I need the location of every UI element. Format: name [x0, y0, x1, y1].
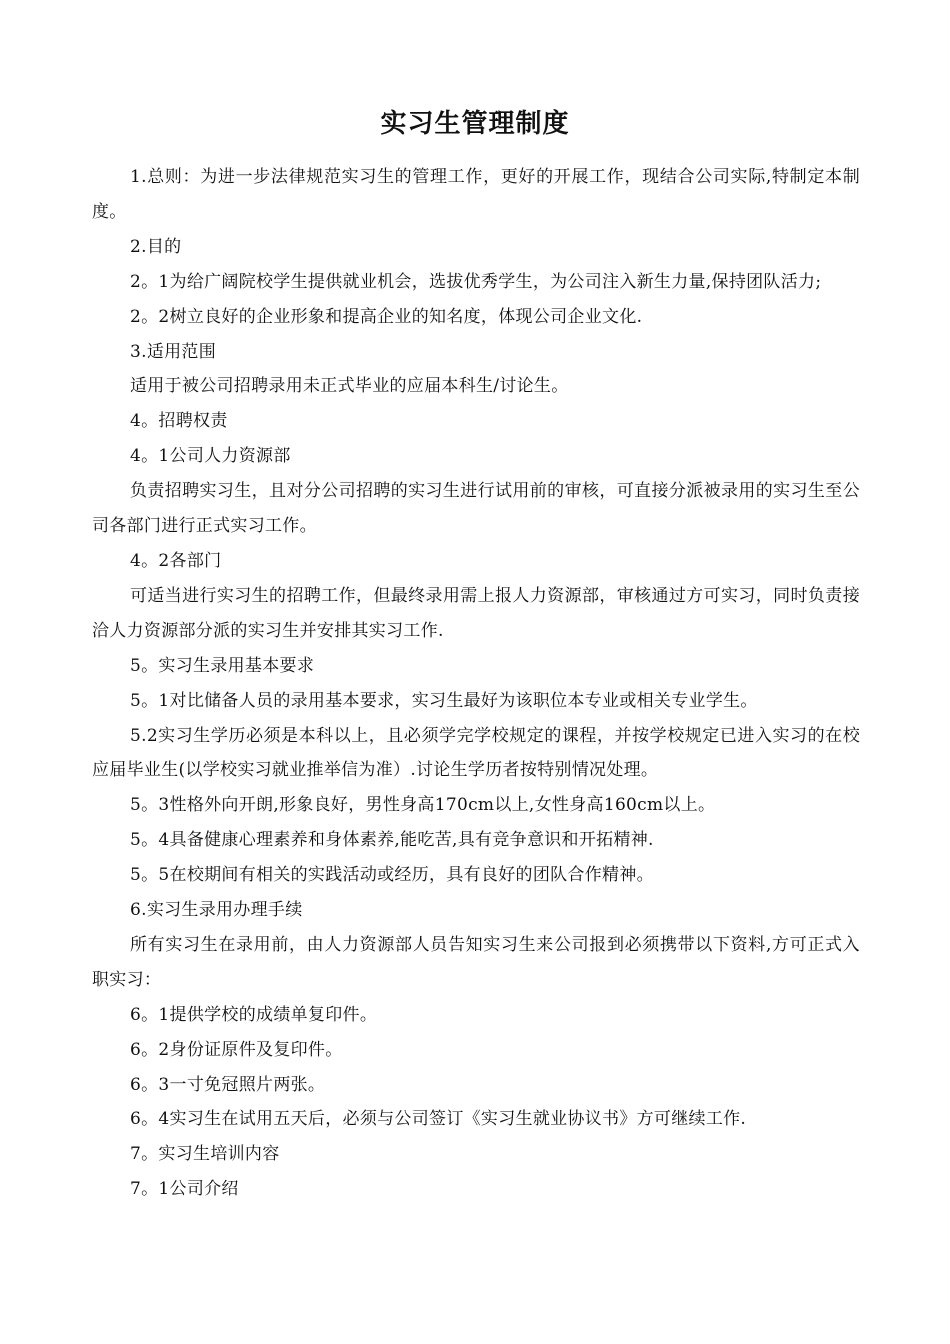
paragraph: 5。4具备健康心理素养和身体素养,能吃苦,具有竞争意识和开拓精神.: [130, 830, 654, 851]
paragraph: 6。3一寸免冠照片两张。: [130, 1074, 326, 1095]
paragraph: 可适当进行实习生的招聘工作，但最终录用需上报人力资源部，审核通过方可实习，同时负责接洽人力资源部分派的实习生并安排其实习工作.: [92, 585, 860, 641]
subsection-heading: 7。1公司介绍: [130, 1179, 239, 1200]
section-heading: 4。招聘权责: [130, 411, 228, 432]
paragraph: 所有实习生在录用前，由人力资源部人员告知实习生来公司报到必须携带以下资料,方可正式入职实习：: [92, 934, 860, 990]
paragraph: 5.2实习生学历必须是本科以上，且必须学完学校规定的课程，并按学校规定已进入实习的在校应届毕业生(以学校实习就业推举信为准）.讨论生学历者按特别情况处理。: [92, 725, 860, 781]
paragraph: 负责招聘实习生，且对分公司招聘的实习生进行试用前的审核，可直接分派被录用的实习生至公司各部门进行正式实习工作。: [92, 481, 860, 537]
section-heading: 3.适用范围: [130, 341, 217, 362]
section-heading: 7。实习生培训内容: [130, 1144, 280, 1165]
section-heading: 5。实习生录用基本要求: [130, 655, 315, 676]
paragraph: 2。2树立良好的企业形象和提高企业的知名度，体现公司企业文化.: [130, 306, 643, 327]
paragraph: 6。4实习生在试用五天后，必须与公司签订《实习生就业协议书》方可继续工作.: [130, 1109, 747, 1130]
document-body: [92, 160, 860, 1207]
section-heading: 2.目的: [130, 236, 182, 257]
paragraph: 适用于被公司招聘录用未正式毕业的应届本科生/讨论生。: [130, 376, 569, 397]
subsection-heading: 4。2各部门: [130, 550, 222, 571]
subsection-heading: 4。1公司人力资源部: [130, 446, 291, 467]
document-title: 实习生管理制度: [380, 109, 570, 139]
paragraph: 1.总则：为进一步法律规范实习生的管理工作，更好的开展工作，现结合公司实际,特制定本制度。: [92, 167, 860, 222]
paragraph: 2。1为给广阔院校学生提供就业机会，选拔优秀学生，为公司注入新生力量,保持团队活力;: [130, 271, 822, 292]
paragraph: 5。1对比储备人员的录用基本要求，实习生最好为该职位本专业或相关专业学生。: [130, 690, 758, 711]
paragraph: 5。3性格外向开朗,形象良好，男性身高170cm以上,女性身高160cm以上。: [130, 795, 716, 816]
paragraph: 6。1提供学校的成绩单复印件。: [130, 1004, 378, 1025]
paragraph: 5。5在校期间有相关的实践活动或经历，具有良好的团队合作精神。: [130, 865, 654, 886]
section-heading: 6.实习生录用办理手续: [130, 900, 303, 921]
paragraph: 6。2身份证原件及复印件。: [130, 1039, 343, 1060]
